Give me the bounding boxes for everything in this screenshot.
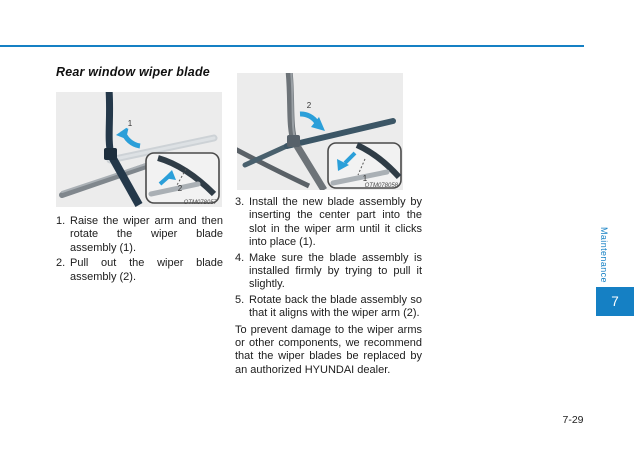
step-1 <box>56 215 223 255</box>
pivot-joint-shape <box>104 148 117 160</box>
lower-blade-shape <box>62 164 152 195</box>
sidebar-chapter-label: Maintenance <box>599 227 609 283</box>
step-4 <box>235 252 422 292</box>
step-2 <box>56 257 223 284</box>
chapter-tab: 7 <box>596 287 634 316</box>
header-rule <box>0 45 584 47</box>
step-text: Pull out the wiper blade assembly (2). <box>70 257 223 283</box>
callout-2: 2 <box>177 184 183 193</box>
wiper-install-illustration <box>237 73 403 190</box>
wiper-removal-illustration <box>56 92 222 207</box>
page-number: 7-29 <box>562 414 584 426</box>
step-text: Install the new blade assembly by inserting the center part into the slot in the wiper arm until it clicks into place (1). <box>249 196 422 249</box>
figure-install-wiper-blade <box>237 73 403 190</box>
step-number: 3. <box>235 196 245 208</box>
section-heading: Rear window wiper blade <box>56 65 210 79</box>
callout-1: 1 <box>362 174 368 183</box>
figure-remove-wiper-blade <box>56 92 222 207</box>
figure-code: OTM078057 <box>183 200 217 206</box>
wiper-arm-shape <box>109 92 111 155</box>
advisory-note: To prevent damage to the wiper arms or other components, we recommend that the wiper blades be replaced by an authorized HYUNDAI dealer. <box>235 323 422 376</box>
step-text: Make sure the blade assembly is installed firmly by trying to pull it slightly. <box>249 251 422 291</box>
step-number: 1. <box>56 215 66 227</box>
figure-code: OTM078058 <box>364 183 398 189</box>
step-text: Raise the wiper arm and then rotate the wiper blade assembly (1). <box>70 215 223 254</box>
step-number: 5. <box>235 293 245 306</box>
step-number: 2. <box>56 257 66 270</box>
callout-1: 1 <box>127 119 133 128</box>
step-text: Rotate back the blade assembly so that it aligns with the wiper arm (2). <box>249 293 422 320</box>
inset-detail-box <box>146 153 219 203</box>
step-5 <box>235 294 422 321</box>
step-3 <box>235 196 422 250</box>
right-column <box>235 196 422 377</box>
inset-detail-box <box>328 143 401 188</box>
callout-2: 2 <box>306 101 312 110</box>
rotate-arrow-icon <box>300 114 317 123</box>
left-column <box>56 215 223 286</box>
pivot-joint-shape <box>287 135 300 147</box>
step-number: 4. <box>235 251 245 264</box>
